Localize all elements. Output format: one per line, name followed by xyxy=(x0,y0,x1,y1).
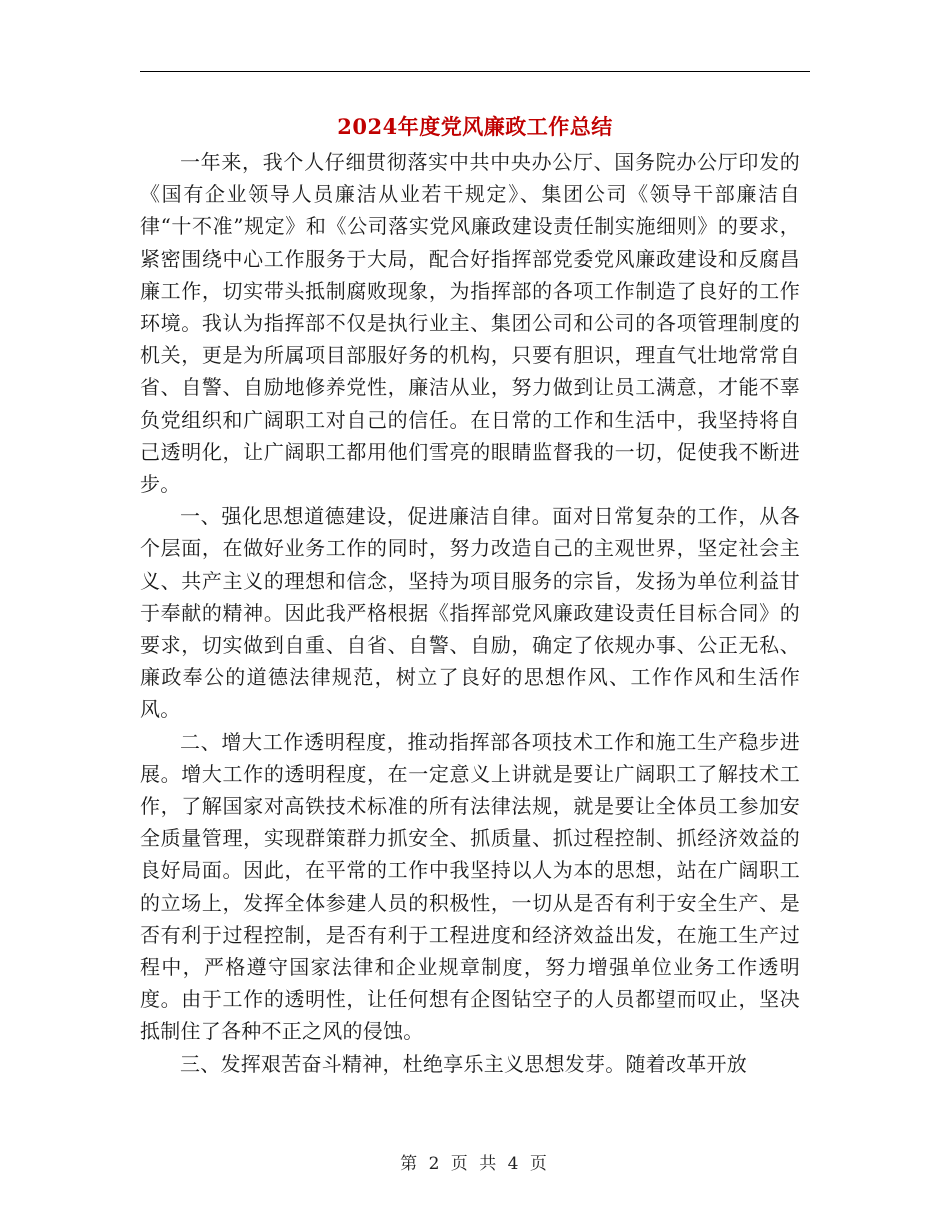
paragraph-intro: 一年来，我个人仔细贯彻落实中共中央办公厅、国务院办公厅印发的《国有企业领导人员廉洁从业若干规定》、集团公司《领导干部廉洁自律“十不准”规定》和《公司落实党风廉政建设责任制实施细则》的要求，紧密围绕中心工作服务于大局，配合好指挥部党委党风廉政建设和反腐昌廉工作，切实带头抵制腐败现象，为指挥部的各项工作制造了良好的工作环境。我认为指挥部不仅是执行业主、集团公司和公司的各项管理制度的机关，更是为所属项目部服好务的机构，只要有胆识，理直气壮地常常自省、自警、自励地修养党性，廉洁从业，努力做到让员工满意，才能不辜负党组织和广阔职工对自己的信任。在日常的工作和生活中，我坚持将自己透明化，让广阔职工都用他们雪亮的眼睛监督我的一切，促使我不断进步。 xyxy=(140,150,800,497)
paragraph-section-1: 一、强化思想道德建设，促进廉洁自律。面对日常复杂的工作，从各个层面，在做好业务工作的同时，努力改造自己的主观世界，坚定社会主义、共产主义的理想和信念，坚持为项目服务的宗旨，发扬为单位利益甘于奉献的精神。因此我严格根据《指挥部党风廉政建设责任目标合同》的要求，切实做到自重、自省、自警、自励，确定了依规办事、公正无私、廉政奉公的道德法律规范，树立了良好的思想作风、工作作风和生活作风。 xyxy=(140,504,800,722)
page-number-footer: 第 2 页 共 4 页 xyxy=(400,1154,550,1174)
document-title: 2024年度党风廉政工作总结 xyxy=(337,114,613,139)
paragraph-section-3: 三、发挥艰苦奋斗精神，杜绝享乐主义思想发芽。随着改革开放 xyxy=(180,1051,747,1076)
paragraph-section-2: 二、增大工作透明程度，推动指挥部各项技术工作和施工生产稳步进展。增大工作的透明程度，在一定意义上讲就是要让广阔职工了解技术工作，了解国家对高铁技术标准的所有法律法规，就是要让全体员工参加安全质量管理，实现群策群力抓安全、抓质量、抓过程控制、抓经济效益的良好局面。因此，在平常的工作中我坚持以人为本的思想，站在广阔职工的立场上，发挥全体参建人员的积极性，一切从是否有利于安全生产、是否有利于过程控制，是否有利于工程进度和经济效益出发，在施工生产过程中，严格遵守国家法律和企业规章制度，努力增强单位业务工作透明度。由于工作的透明性，让任何想有企图钻空子的人员都望而叹止，坚决抵制住了各种不正之风的侵蚀。 xyxy=(140,729,800,1044)
document-body xyxy=(140,146,800,1080)
header-rule xyxy=(140,71,810,72)
